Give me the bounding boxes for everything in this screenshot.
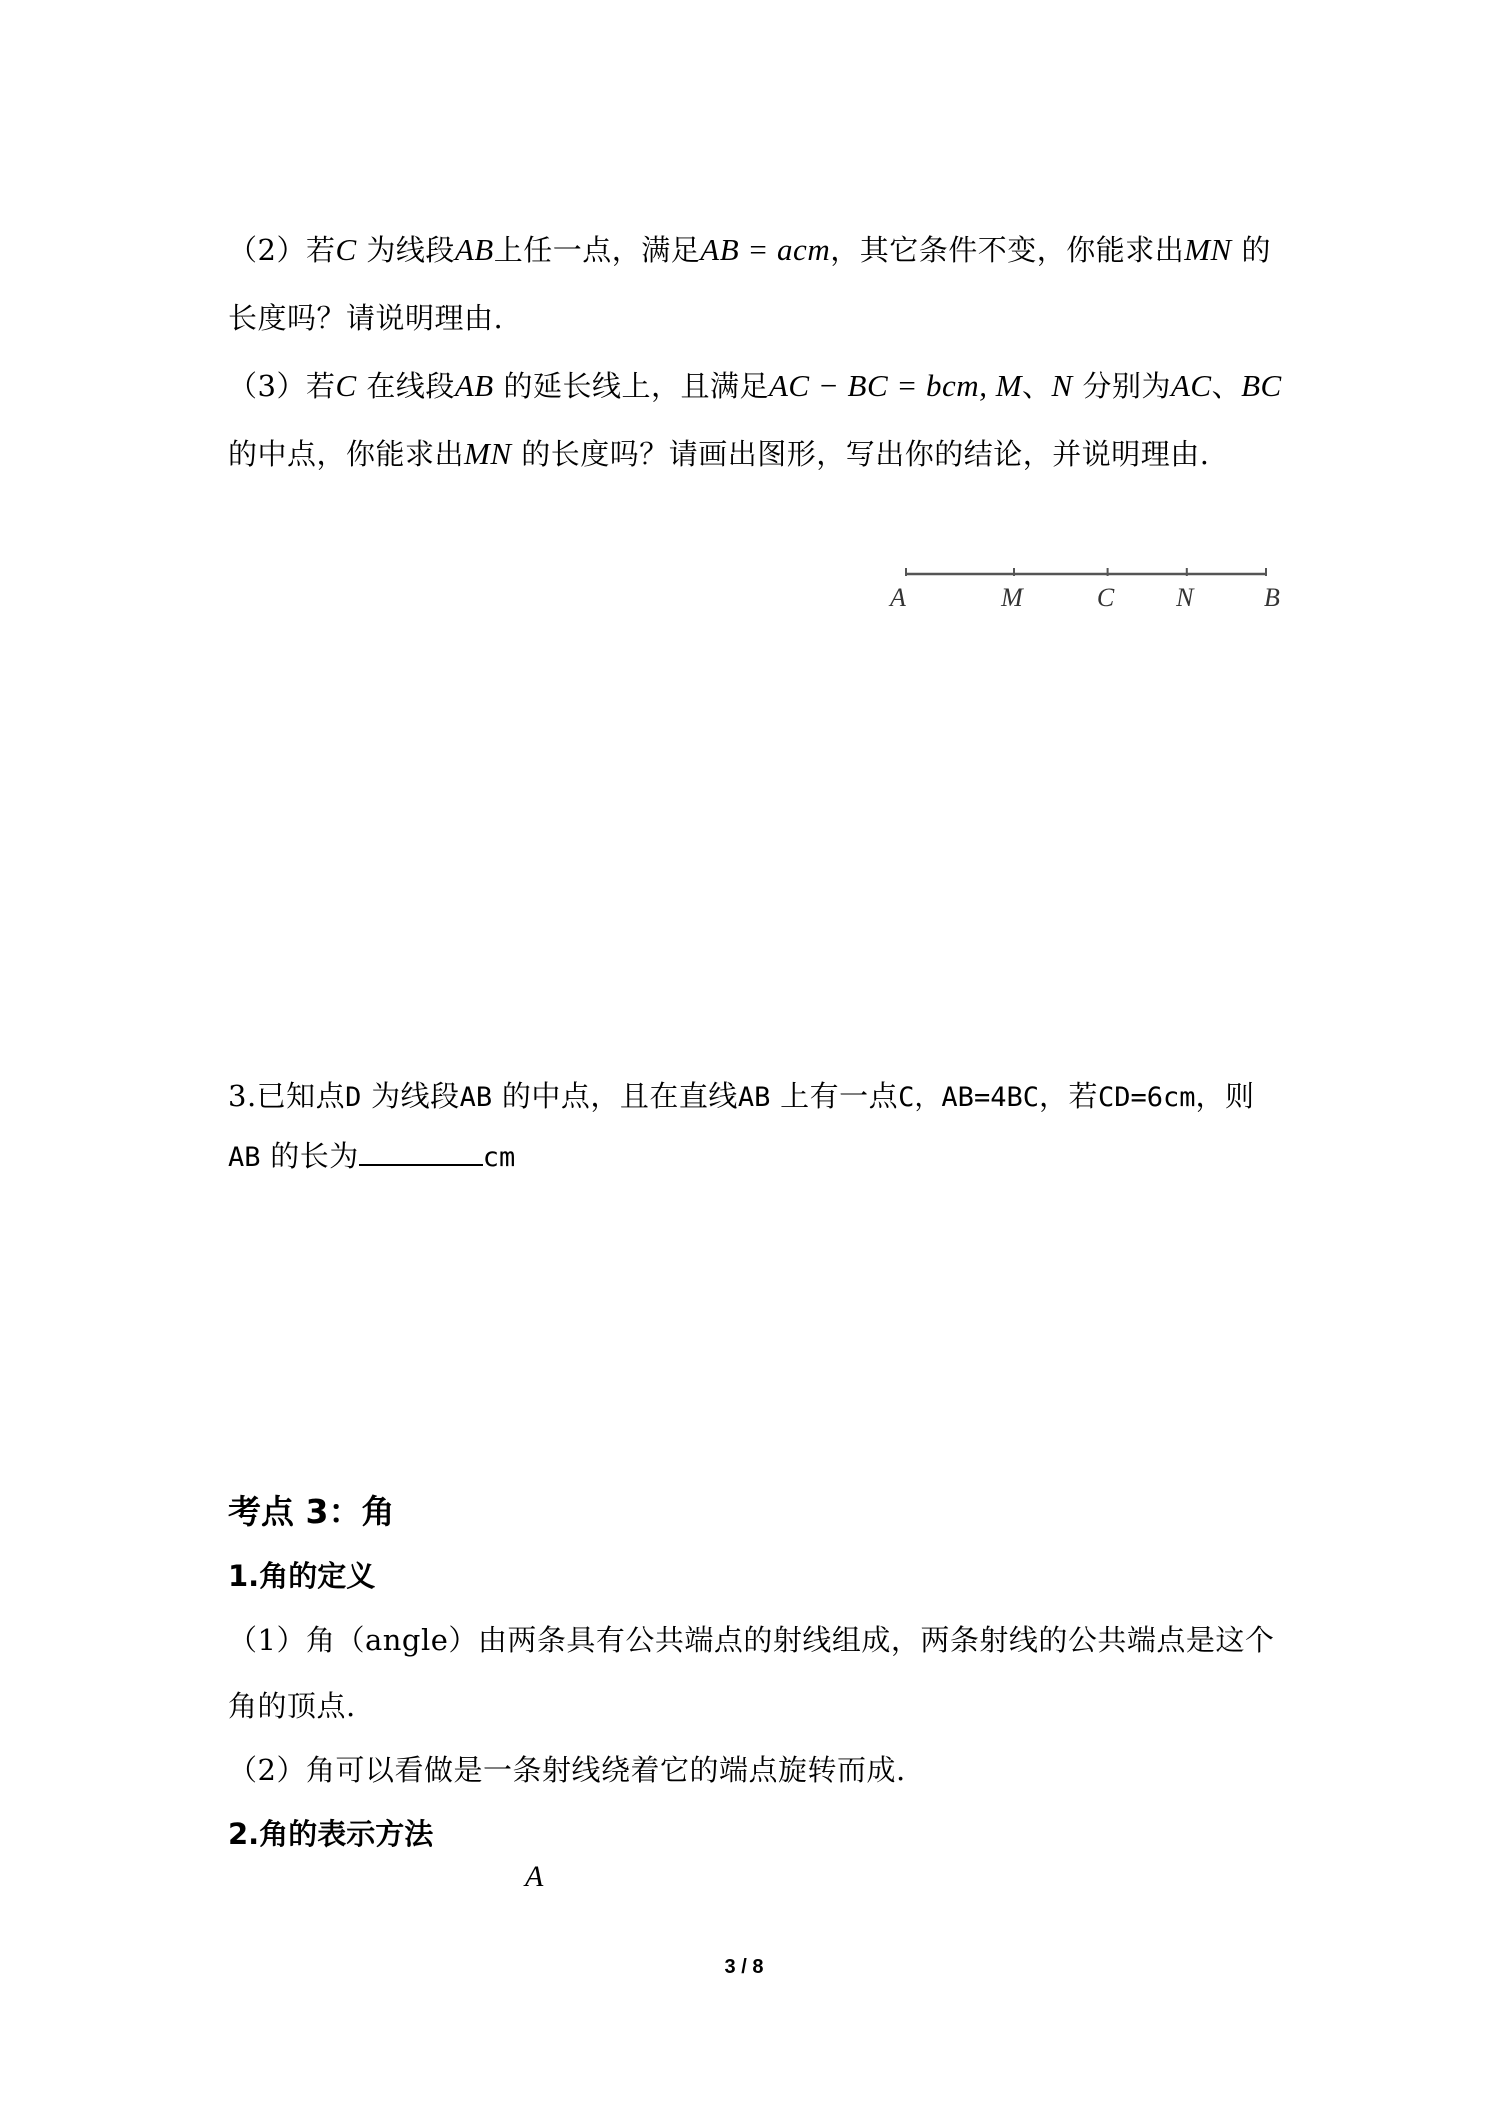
text: 为线段	[366, 233, 455, 267]
math-expr: AC − BC = bcm, M	[768, 368, 1023, 403]
part3-line2	[228, 434, 1209, 474]
segment-figure	[880, 560, 1300, 620]
subsection-notation: 2.角的表示方法	[228, 1817, 434, 1851]
text: 的长度吗？请画出图形，写出你的结论，并说明理由.	[521, 437, 1210, 471]
math-var: C	[335, 368, 357, 403]
math-var: AB	[454, 368, 494, 403]
problem3-line1	[228, 1076, 1255, 1118]
math-var: AB	[454, 232, 494, 267]
text: 的中点，你能求出	[228, 437, 465, 471]
text: ，则	[1195, 1079, 1255, 1113]
text: 的长为	[270, 1139, 359, 1173]
point-label-b: B	[1264, 583, 1280, 612]
text: 上有一点	[780, 1079, 899, 1113]
text: 上任一点，满足	[493, 233, 701, 267]
text: AB	[459, 1082, 493, 1113]
point-label-n: N	[1176, 583, 1194, 612]
segment-diagram	[880, 560, 1300, 620]
point-label-m: M	[1001, 583, 1023, 612]
text: CD=6cm	[1097, 1082, 1196, 1113]
answer-blank[interactable]	[359, 1138, 483, 1166]
math-var: MN	[1184, 232, 1232, 267]
text: AB	[228, 1142, 261, 1173]
point-label-a: A	[890, 583, 906, 612]
definition-line2: 角的顶点.	[228, 1689, 356, 1723]
text: 分别为	[1082, 369, 1171, 403]
text: 、	[1022, 369, 1052, 403]
text: C，AB=4BC	[898, 1082, 1039, 1113]
part2-line2: 长度吗？请说明理由.	[228, 301, 504, 335]
figure-label-a: A	[525, 1860, 544, 1893]
text: 的延长线上，且满足	[503, 369, 769, 403]
text: ，若	[1038, 1079, 1098, 1113]
math-var: C	[335, 232, 357, 267]
text: 在线段	[366, 369, 455, 403]
math-var: N	[1051, 368, 1073, 403]
math-var: MN	[464, 436, 512, 471]
part2-line1	[228, 230, 1271, 270]
problem3-line2	[228, 1136, 515, 1178]
text: （2）若	[228, 233, 336, 267]
text: 、	[1211, 369, 1242, 403]
section-title: 考点 3：角	[228, 1492, 395, 1531]
text: ，其它条件不变，你能求出	[830, 233, 1185, 267]
text: 为线段	[371, 1079, 460, 1113]
text: 的中点，且在直线	[501, 1079, 738, 1113]
definition-line1: （1）角（angle）由两条具有公共端点的射线组成，两条射线的公共端点是这个	[228, 1623, 1275, 1657]
definition-line3: （2）角可以看做是一条射线绕着它的端点旋转而成.	[228, 1753, 906, 1787]
math-var: AC	[1170, 368, 1212, 403]
math-var: BC	[1241, 368, 1282, 403]
text: D	[345, 1082, 362, 1113]
text: 的	[1241, 233, 1271, 267]
text: cm	[482, 1142, 516, 1173]
point-label-c: C	[1096, 583, 1115, 612]
subsection-definition: 1.角的定义	[228, 1559, 376, 1593]
page-number: 3 / 8	[724, 1956, 764, 1978]
part3-line1	[228, 366, 1282, 406]
math-expr: AB = acm	[700, 232, 831, 267]
text: AB	[737, 1082, 771, 1113]
text: （3）若	[228, 369, 336, 403]
text: 3.已知点	[228, 1079, 346, 1113]
